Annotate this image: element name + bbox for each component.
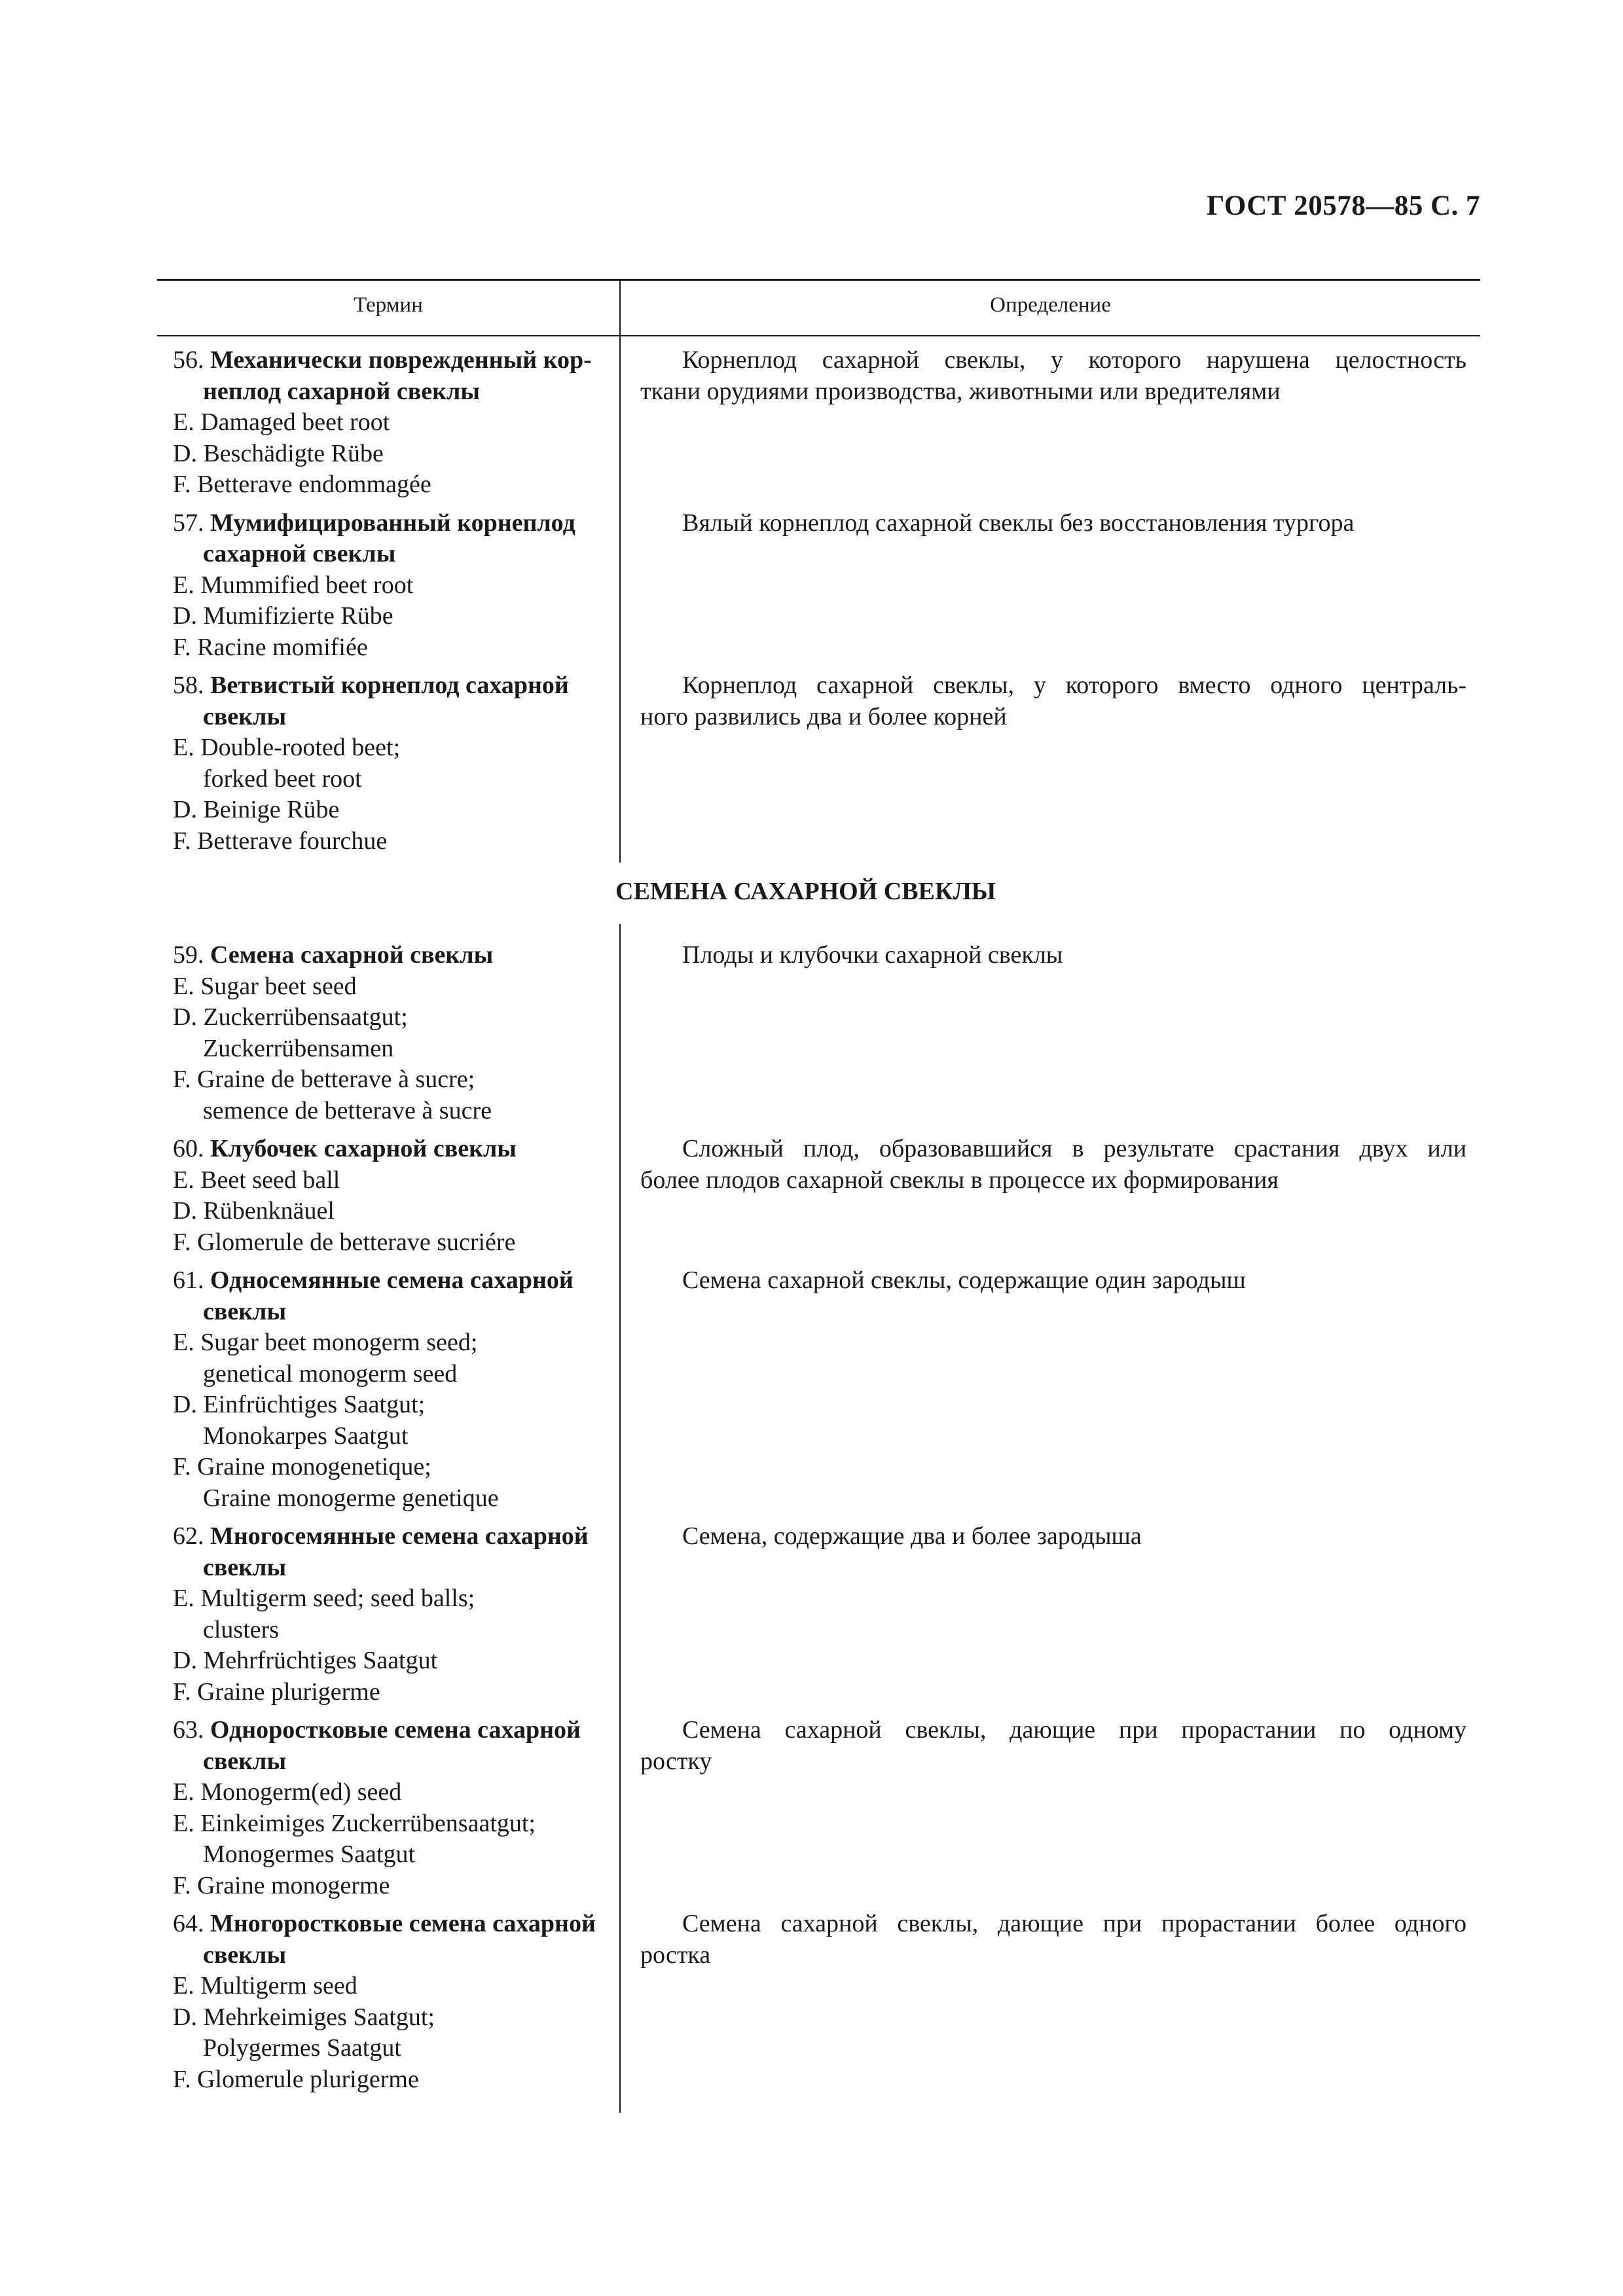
column-header-definition: Определение bbox=[990, 293, 1111, 317]
term-equivalent: clusters bbox=[203, 1615, 280, 1643]
entry-spacer bbox=[640, 1708, 1467, 1715]
term-equivalent: D. Mehrkeimiges Saatgut; bbox=[173, 2003, 435, 2031]
term-equivalent: D. Beinige Rübe bbox=[173, 796, 340, 823]
term-equivalent: F. Betterave endommagée bbox=[173, 471, 431, 498]
term-equivalent: D. Zuckerrübensaatgut; bbox=[173, 1003, 408, 1031]
term-equivalent: E. Double-rooted beet; bbox=[173, 734, 401, 761]
term-title-line bbox=[173, 1715, 605, 1746]
term-equivalent: E. Damaged beet root bbox=[173, 408, 390, 436]
term-equivalent: F. Graine monogerme bbox=[173, 1871, 390, 1899]
term-equivalent: F. Graine monogenetique; bbox=[173, 1453, 431, 1480]
term-equivalent: F. Glomerule de betterave sucriére bbox=[173, 1228, 516, 1256]
term-title: Ветвистый корнеплод сахарной bbox=[210, 672, 569, 699]
term-title-continued: сахарной свеклы bbox=[203, 540, 396, 567]
term-title-line bbox=[173, 1521, 605, 1552]
term-equivalent: D. Rübenknäuel bbox=[173, 1197, 335, 1225]
definition-entry bbox=[640, 1265, 1467, 1514]
term-equivalent: genetical monogerm seed bbox=[203, 1359, 458, 1388]
term-title-line bbox=[173, 1265, 605, 1297]
term-equivalent: F. Betterave fourchue bbox=[173, 827, 388, 855]
table-top-rule bbox=[157, 279, 1480, 281]
term-entry bbox=[173, 345, 605, 501]
definition-line: Сложный плод, образовавшийся в результате срастания двух или bbox=[682, 1135, 1467, 1162]
term-number: 63. bbox=[173, 1716, 204, 1744]
term-number: 64. bbox=[173, 1910, 204, 1937]
term-equivalent: Monogermes Saatgut bbox=[203, 1840, 416, 1868]
term-title-continued: неплод сахарной свеклы bbox=[203, 377, 480, 405]
term-number: 61. bbox=[173, 1266, 204, 1294]
term-entry bbox=[173, 940, 605, 1126]
term-equivalent: D. Beschädigte Rübe bbox=[173, 439, 384, 467]
term-equivalent: forked beet root bbox=[203, 764, 362, 793]
entry-spacer bbox=[640, 1126, 1467, 1134]
definition-entry bbox=[640, 940, 1467, 1126]
term-title: Семена сахарной свеклы bbox=[210, 941, 494, 969]
term-equivalent: E. Sugar beet monogerm seed; bbox=[173, 1329, 478, 1356]
entry-spacer bbox=[640, 1901, 1467, 1909]
term-entry bbox=[173, 1134, 605, 1258]
term-equivalent: E. Monogerm(ed) seed bbox=[173, 1778, 402, 1806]
term-title-line bbox=[173, 1909, 605, 1940]
page-header: ГОСТ 20578—85 С. 7 bbox=[1206, 190, 1480, 221]
term-equivalent: Monokarpes Saatgut bbox=[203, 1422, 409, 1450]
term-entry bbox=[173, 670, 605, 857]
term-title: Клубочек сахарной свеклы bbox=[210, 1135, 517, 1162]
definition-line: более плодов сахарной свеклы в процессе их формирования bbox=[640, 1166, 1279, 1194]
term-entry bbox=[173, 1715, 605, 1901]
term-equivalent: E. Multigerm seed; seed balls; bbox=[173, 1585, 475, 1612]
entry-spacer bbox=[640, 857, 1467, 940]
term-equivalent: Graine monogerme genetique bbox=[203, 1484, 499, 1512]
entry-spacer bbox=[173, 1258, 605, 1265]
entry-spacer bbox=[640, 663, 1467, 670]
definition-line: Семена сахарной свеклы, содержащие один зародыш bbox=[682, 1266, 1246, 1294]
definition-line: ткани орудиями производства, животными или вредителями bbox=[640, 377, 1281, 405]
term-equivalent: E. Beet seed ball bbox=[173, 1166, 340, 1194]
term-equivalent: E. Sugar beet seed bbox=[173, 972, 357, 1000]
entry-spacer bbox=[173, 1708, 605, 1715]
definition-line: Семена, содержащие два и более зародыша bbox=[682, 1522, 1142, 1550]
definition-entry bbox=[640, 508, 1467, 664]
term-title-line bbox=[173, 670, 605, 702]
column-header-term: Термин bbox=[354, 293, 423, 317]
definition-entry bbox=[640, 345, 1467, 501]
term-title-continued: свеклы bbox=[203, 1941, 287, 1969]
entry-spacer bbox=[640, 501, 1467, 508]
term-title-continued: свеклы bbox=[203, 702, 287, 730]
section-title: СЕМЕНА САХАРНОЙ СВЕКЛЫ bbox=[615, 878, 996, 905]
term-title-line bbox=[173, 345, 605, 376]
term-equivalent: D. Mumifizierte Rübe bbox=[173, 602, 393, 630]
term-equivalent: E. Einkeimiges Zuckerrübensaatgut; bbox=[173, 1809, 536, 1837]
entry-spacer bbox=[173, 1514, 605, 1521]
entry-spacer bbox=[173, 501, 605, 508]
definition-line: Плоды и клубочки сахарной свеклы bbox=[682, 941, 1063, 969]
term-equivalent: semence de betterave à sucre bbox=[203, 1096, 492, 1124]
definition-line: ростка bbox=[640, 1941, 711, 1969]
entry-spacer bbox=[173, 857, 605, 940]
term-title-line bbox=[173, 1134, 605, 1165]
entry-spacer bbox=[173, 663, 605, 670]
term-title-continued: свеклы bbox=[203, 1297, 287, 1325]
term-title-line bbox=[173, 508, 605, 539]
definition-line: Корнеплод сахарной свеклы, у которого нарушена целостность bbox=[682, 346, 1467, 374]
term-title-line bbox=[173, 940, 605, 971]
definition-column bbox=[640, 345, 1467, 2095]
term-number: 59. bbox=[173, 941, 204, 969]
definition-line: Корнеплод сахарной свеклы, у которого вместо одного централь- bbox=[682, 672, 1467, 699]
term-title-continued: свеклы bbox=[203, 1747, 287, 1775]
term-number: 58. bbox=[173, 672, 204, 699]
definition-line: ростку bbox=[640, 1747, 712, 1775]
definition-line: Семена сахарной свеклы, дающие при прорастании по одному bbox=[682, 1716, 1467, 1744]
term-number: 56. bbox=[173, 346, 204, 374]
term-title: Мумифицированный корнеплод bbox=[210, 509, 575, 537]
term-equivalent: F. Racine momifiée bbox=[173, 633, 368, 661]
term-entry bbox=[173, 508, 605, 664]
entry-spacer bbox=[173, 1126, 605, 1134]
definition-entry bbox=[640, 670, 1467, 857]
term-number: 60. bbox=[173, 1135, 204, 1162]
term-title: Многоростковые семена сахарной bbox=[210, 1910, 596, 1937]
definition-line: Вялый корнеплод сахарной свеклы без восстановления тургора bbox=[682, 509, 1355, 537]
entry-spacer bbox=[173, 1901, 605, 1909]
term-entry bbox=[173, 1521, 605, 1708]
column-divider bbox=[619, 280, 621, 2113]
definition-entry bbox=[640, 1134, 1467, 1258]
term-equivalent: E. Mummified beet root bbox=[173, 571, 414, 599]
term-column bbox=[173, 345, 605, 2095]
term-equivalent: Zuckerrübensamen bbox=[203, 1034, 394, 1062]
term-title: Одноростковые семена сахарной bbox=[210, 1716, 581, 1744]
term-equivalent: Polygermes Saatgut bbox=[203, 2034, 401, 2062]
term-equivalent: F. Glomerule plurigerme bbox=[173, 2065, 419, 2093]
term-title: Односемянные семена сахарной bbox=[210, 1266, 574, 1294]
term-entry bbox=[173, 1909, 605, 2095]
term-equivalent: F. Graine plurigerme bbox=[173, 1677, 380, 1706]
term-equivalent: D. Mehrfrüchtiges Saatgut bbox=[173, 1647, 438, 1674]
definition-entry bbox=[640, 1521, 1467, 1708]
definition-entry bbox=[640, 1909, 1467, 2095]
term-title: Многосемянные семена сахарной bbox=[210, 1522, 589, 1550]
entry-spacer bbox=[640, 1258, 1467, 1265]
term-number: 62. bbox=[173, 1522, 204, 1550]
term-title: Механически поврежденный кор- bbox=[210, 346, 592, 374]
entry-spacer bbox=[640, 1514, 1467, 1521]
term-number: 57. bbox=[173, 509, 204, 537]
term-equivalent: E. Multigerm seed bbox=[173, 1972, 357, 2000]
table-header-rule bbox=[157, 335, 1480, 336]
term-entry bbox=[173, 1265, 605, 1514]
definition-entry bbox=[640, 1715, 1467, 1901]
definition-line: ного развились два и более корней bbox=[640, 702, 1007, 730]
definition-line: Семена сахарной свеклы, дающие при прорастании более одного bbox=[682, 1910, 1467, 1937]
term-title-continued: свеклы bbox=[203, 1553, 287, 1581]
term-equivalent: D. Einfrüchtiges Saatgut; bbox=[173, 1391, 426, 1418]
term-equivalent: F. Graine de betterave à sucre; bbox=[173, 1066, 475, 1093]
